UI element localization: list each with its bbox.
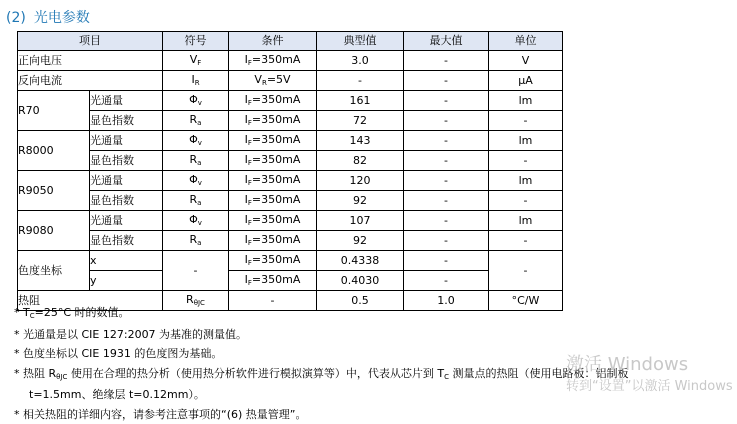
- table-row: [18, 111, 563, 131]
- condition-cell: IF=350mA: [229, 211, 317, 231]
- section-number: (2): [6, 10, 26, 26]
- header-item: 项目: [18, 32, 163, 51]
- typical-cell: 120: [317, 171, 404, 191]
- symbol-cell: Φv: [163, 211, 229, 231]
- table-row: [18, 171, 563, 191]
- unit-cell: -: [489, 191, 563, 211]
- table-row: [18, 191, 563, 211]
- section-title: 光电参数: [34, 10, 90, 26]
- unit-cell: °C/W: [489, 291, 563, 311]
- param-label-cell: 显色指数: [90, 231, 163, 251]
- typical-cell: 143: [317, 131, 404, 151]
- condition-cell: -: [229, 291, 317, 311]
- item-cell: 色度坐标: [18, 251, 90, 291]
- condition-cell: VR=5V: [229, 71, 317, 91]
- unit-cell: lm: [489, 131, 563, 151]
- symbol-cell: VF: [163, 51, 229, 71]
- condition-cell: IF=350mA: [229, 231, 317, 251]
- param-label-cell: y: [90, 271, 163, 291]
- table-row: [18, 131, 563, 151]
- condition-cell: IF=350mA: [229, 111, 317, 131]
- optical-params-table: [17, 31, 563, 311]
- footnote-thermal: * 热阻 RθJC 使用在合理的热分析（使用热分析软件进行模拟演算等）中，代表从芯片到 TC 测量点的热阻（使用电路板：铝制板: [14, 364, 734, 386]
- table-row: [18, 71, 563, 91]
- unit-cell: -: [489, 151, 563, 171]
- max-cell: -: [404, 271, 489, 291]
- max-cell: -: [404, 171, 489, 191]
- typical-cell: 3.0: [317, 51, 404, 71]
- max-cell: -: [404, 151, 489, 171]
- table-row: [18, 91, 563, 111]
- condition-cell: IF=350mA: [229, 171, 317, 191]
- table-row: [18, 231, 563, 251]
- item-cell: 反向电流: [18, 71, 163, 91]
- condition-cell: IF=350mA: [229, 51, 317, 71]
- max-cell: 1.0: [404, 291, 489, 311]
- typical-cell: -: [317, 71, 404, 91]
- unit-cell: -: [489, 231, 563, 251]
- param-label-cell: 光通量: [90, 131, 163, 151]
- symbol-cell: Φv: [163, 171, 229, 191]
- activation-watermark-subtitle: 转到“设置”以激活 Windows: [566, 375, 733, 394]
- condition-cell: IF=350mA: [229, 131, 317, 151]
- param-label-cell: 光通量: [90, 91, 163, 111]
- table-row: [18, 51, 563, 71]
- param-label-cell: 显色指数: [90, 151, 163, 171]
- symbol-cell: Ra: [163, 231, 229, 251]
- typical-cell: 107: [317, 211, 404, 231]
- section-heading: [6, 7, 90, 29]
- param-label-cell: 显色指数: [90, 191, 163, 211]
- symbol-cell: RθJC: [163, 291, 229, 311]
- table-row: [18, 211, 563, 231]
- param-label-cell: 光通量: [90, 211, 163, 231]
- unit-cell: lm: [489, 91, 563, 111]
- symbol-cell: -: [163, 251, 229, 291]
- grade-cell: R70: [18, 91, 90, 131]
- symbol-cell: Ra: [163, 191, 229, 211]
- unit-cell: μA: [489, 71, 563, 91]
- unit-cell: lm: [489, 211, 563, 231]
- condition-cell: IF=350mA: [229, 91, 317, 111]
- header-max: 最大值: [404, 32, 489, 51]
- max-cell: -: [404, 211, 489, 231]
- unit-cell: lm: [489, 171, 563, 191]
- typical-cell: 0.4338: [317, 251, 404, 271]
- item-cell: 正向电压: [18, 51, 163, 71]
- item-cell: 热阻: [18, 291, 163, 311]
- table-row: [18, 271, 563, 291]
- condition-cell: IF=350mA: [229, 191, 317, 211]
- typical-cell: 92: [317, 191, 404, 211]
- grade-cell: R8000: [18, 131, 90, 171]
- footnote-thermal-cont: t=1.5mm、绝缘层 t=0.12mm）。: [14, 385, 734, 405]
- table-row: [18, 151, 563, 171]
- param-label-cell: 光通量: [90, 171, 163, 191]
- typical-cell: 161: [317, 91, 404, 111]
- unit-cell: -: [489, 111, 563, 131]
- typical-cell: 0.5: [317, 291, 404, 311]
- footnote-temperature: * TC=25°C 时的数值。: [14, 303, 734, 325]
- footnote-chromaticity: * 色度坐标以 CIE 1931 的色度图为基础。: [14, 344, 734, 364]
- typical-cell: 82: [317, 151, 404, 171]
- param-label-cell: x: [90, 251, 163, 271]
- symbol-cell: IR: [163, 71, 229, 91]
- symbol-cell: Φv: [163, 131, 229, 151]
- grade-cell: R9050: [18, 171, 90, 211]
- grade-cell: R9080: [18, 211, 90, 251]
- activation-watermark-title: 激活 Windows: [566, 350, 688, 376]
- unit-cell: V: [489, 51, 563, 71]
- header-row: [18, 32, 563, 51]
- max-cell: -: [404, 251, 489, 271]
- typical-cell: 72: [317, 111, 404, 131]
- max-cell: -: [404, 51, 489, 71]
- symbol-cell: Ra: [163, 151, 229, 171]
- condition-cell: IF=350mA: [229, 271, 317, 291]
- header-typical: 典型值: [317, 32, 404, 51]
- max-cell: -: [404, 231, 489, 251]
- typical-cell: 0.4030: [317, 271, 404, 291]
- max-cell: -: [404, 191, 489, 211]
- typical-cell: 92: [317, 231, 404, 251]
- param-label-cell: 显色指数: [90, 111, 163, 131]
- symbol-cell: Φv: [163, 91, 229, 111]
- max-cell: -: [404, 131, 489, 151]
- header-unit: 单位: [489, 32, 563, 51]
- unit-cell: -: [489, 251, 563, 291]
- footnote-flux-standard: * 光通量是以 CIE 127:2007 为基准的测量值。: [14, 325, 734, 345]
- header-symbol: 符号: [163, 32, 229, 51]
- table-row: [18, 251, 563, 271]
- symbol-cell: Ra: [163, 111, 229, 131]
- max-cell: -: [404, 91, 489, 111]
- max-cell: -: [404, 71, 489, 91]
- header-condition: 条件: [229, 32, 317, 51]
- condition-cell: IF=350mA: [229, 151, 317, 171]
- max-cell: -: [404, 111, 489, 131]
- footnote-reference: * 相关热阻的详细内容，请参考注意事项的“(6) 热量管理”。: [14, 405, 734, 424]
- condition-cell: IF=350mA: [229, 251, 317, 271]
